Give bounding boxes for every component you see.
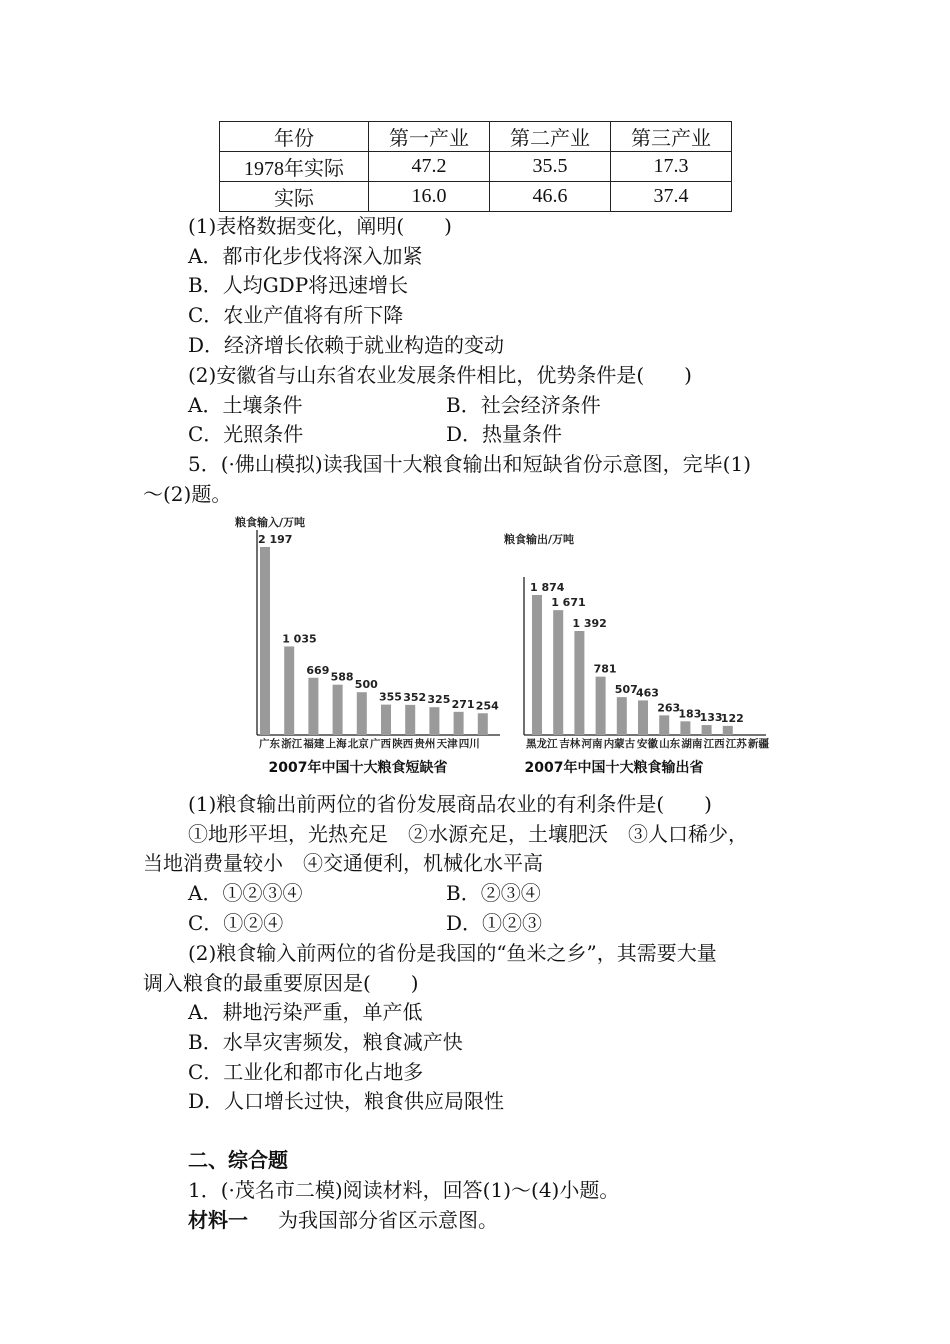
table-cell: 实际 (220, 182, 369, 212)
bar (596, 677, 606, 735)
q5-1-statements: ①地形平坦，光热充足 ②水源充足，土壤肥沃 ③人口稀少， (188, 822, 748, 846)
table-cell: 35.5 (490, 152, 611, 182)
data-label: 183 (678, 707, 702, 721)
data-label: 1 035 (282, 632, 317, 646)
bar (617, 697, 627, 735)
table-header-cell: 年份 (220, 122, 369, 152)
y-axis-label: 粮食输入/万吨 (235, 516, 306, 529)
category-label: 黑龙江 (526, 738, 558, 750)
option-b: B．社会经济条件 (446, 393, 601, 417)
data-label: 263 (657, 701, 681, 715)
data-label: 352 (403, 690, 427, 704)
table-cell: 1978年实际 (220, 152, 369, 182)
data-label: 1 392 (572, 617, 607, 631)
material-text: 为我国部分省区示意图。 (278, 1208, 498, 1232)
option-d: D．经济增长依赖于就业构造的变动 (188, 333, 505, 357)
category-label: 内蒙古 (603, 738, 636, 750)
chart-title: 2007年中国十大粮食短缺省 (268, 760, 448, 776)
table-header-cell: 第一产业 (369, 122, 490, 152)
bar (638, 700, 648, 735)
category-label: 四川 (458, 738, 480, 750)
table-cell: 17.3 (611, 152, 732, 182)
chart-title: 2007年中国十大粮食输出省 (524, 760, 704, 776)
table-cell: 46.6 (490, 182, 611, 212)
section2-q1-intro: 1．(·茂名市二模)阅读材料，回答(1)～(4)小题。 (188, 1178, 620, 1202)
option-a: A．土壤条件 (188, 393, 303, 417)
table-cell: 37.4 (611, 182, 732, 212)
table-header-row (220, 122, 732, 152)
q5-2-stem-continued: 调入粮食的最重要原因是( ) (143, 971, 419, 995)
option-c: C．工业化和都市化占地多 (188, 1060, 424, 1084)
data-label: 254 (475, 699, 499, 713)
category-label: 广西 (370, 738, 391, 750)
category-label: 吉林 (559, 738, 581, 750)
bar (429, 707, 439, 735)
option-b: B．人均GDP将迅速增长 (188, 273, 409, 297)
option-c: C．农业产值将有所下降 (188, 303, 404, 327)
option-a: A．耕地污染严重，单产低 (188, 1000, 423, 1024)
bar (553, 610, 563, 735)
data-label: 1 671 (551, 596, 586, 610)
q5-1-stem: (1)粮食输出前两位的省份发展商品农业的有利条件是( ) (188, 792, 712, 816)
q5-2-stem: (2)粮食输入前两位的省份是我国的“鱼米之乡”，其需要大量 (188, 941, 717, 965)
option-d: D．①②③ (446, 911, 543, 935)
data-label: 463 (636, 686, 659, 700)
q4-2-stem: (2)安徽省与山东省农业发展条件相比，优势条件是( ) (188, 363, 692, 387)
grain-export-bar-chart (484, 530, 774, 784)
y-axis-label: 粮食输出/万吨 (504, 533, 575, 546)
data-label: 1 874 (530, 581, 565, 594)
category-label: 江苏 (725, 738, 747, 750)
option-b: B．②③④ (446, 881, 541, 905)
q5-intro-continued: ～(2)题。 (143, 482, 232, 506)
data-label: 271 (451, 697, 475, 711)
category-label: 安徽 (637, 738, 658, 750)
industry-structure-table (219, 121, 732, 212)
bar (260, 547, 270, 735)
bar (454, 712, 464, 735)
category-label: 江西 (703, 738, 725, 750)
table-cell: 47.2 (369, 152, 490, 182)
data-label: 325 (427, 693, 451, 707)
category-label: 福建 (303, 738, 325, 750)
data-label: 507 (614, 683, 638, 697)
category-label: 北京 (347, 738, 369, 750)
q5-1-statements-continued: 当地消费量较小 ④交通便利，机械化水平高 (143, 851, 543, 875)
option-c: C．光照条件 (188, 422, 304, 446)
bar (381, 705, 391, 735)
grain-shortage-bar-chart (230, 514, 510, 784)
category-label: 山东 (659, 738, 681, 750)
option-d: D．人口增长过快，粮食供应局限性 (188, 1089, 505, 1113)
q5-intro: 5．(·佛山模拟)读我国十大粮食输出和短缺省份示意图，完毕(1) (188, 452, 752, 476)
category-label: 贵州 (414, 738, 436, 750)
option-a: A．都市化步伐将深入加紧 (188, 244, 423, 268)
table-row (220, 182, 732, 212)
table-header-cell: 第三产业 (611, 122, 732, 152)
data-label: 781 (593, 662, 617, 676)
data-label: 588 (330, 670, 354, 684)
bar (284, 646, 294, 735)
bar (659, 715, 669, 735)
category-label: 河南 (581, 738, 603, 750)
section-heading: 二、综合题 (188, 1148, 288, 1172)
category-label: 湖南 (681, 738, 703, 750)
table-row (220, 152, 732, 182)
bar (680, 721, 690, 735)
category-label: 广东 (259, 738, 280, 750)
option-b: B．水旱灾害频发，粮食减产快 (188, 1030, 463, 1054)
bar (574, 631, 584, 735)
category-label: 新疆 (748, 738, 769, 750)
bar (357, 692, 367, 735)
option-d: D．热量条件 (446, 422, 563, 446)
option-a: A．①②③④ (188, 881, 303, 905)
table-header-cell: 第二产业 (490, 122, 611, 152)
bar (702, 725, 712, 735)
data-label: 122 (720, 711, 744, 725)
data-label: 133 (699, 711, 723, 725)
category-label: 天津 (436, 738, 458, 750)
bar (723, 726, 733, 735)
bar (308, 678, 318, 735)
q4-1-stem: (1)表格数据变化，阐明( ) (188, 214, 452, 238)
category-label: 浙江 (281, 738, 303, 750)
data-label: 500 (354, 678, 378, 692)
data-label: 355 (379, 690, 402, 704)
table-cell: 16.0 (369, 182, 490, 212)
bar (405, 705, 415, 735)
category-label: 陕西 (392, 738, 414, 750)
material-label: 材料一 (188, 1208, 248, 1232)
category-label: 上海 (325, 738, 347, 750)
data-label: 669 (306, 663, 330, 677)
data-label: 2 197 (258, 533, 293, 546)
option-c: C．①②④ (188, 911, 284, 935)
bar (532, 595, 542, 735)
bar (333, 685, 343, 735)
